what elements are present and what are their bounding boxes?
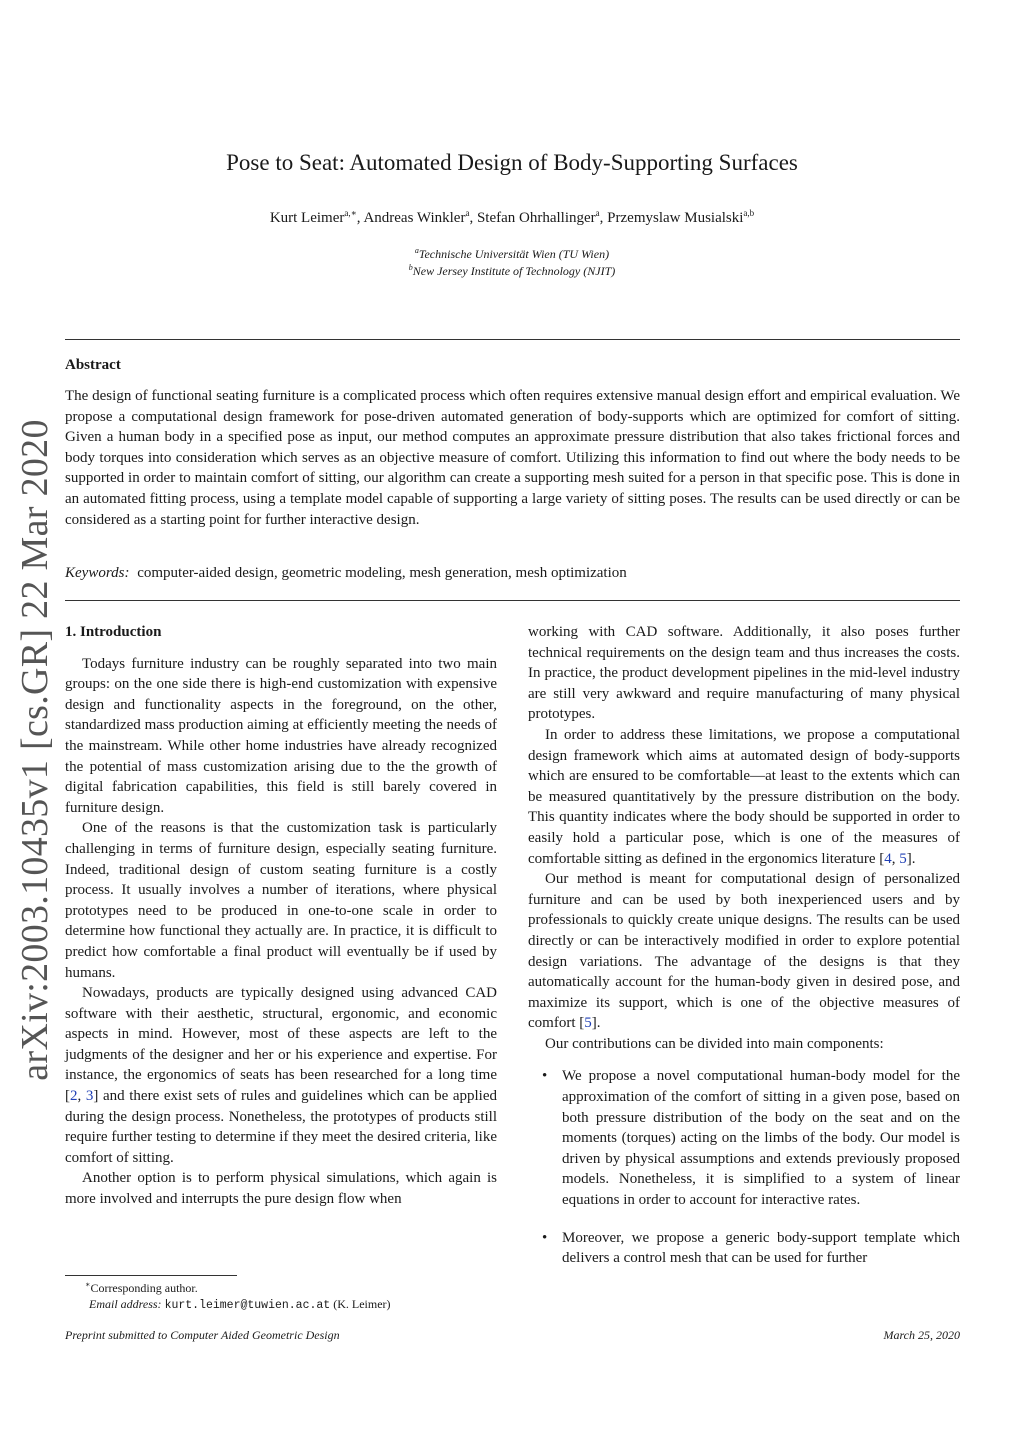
footnote-email	[65, 1297, 391, 1312]
paragraph-text: Our method is meant for computational design of personalized furniture and can be used by both inexperienced users and by professionals to quickly create unique designs. The results can be used directly or can be interactively modified in order to explore potential design variations. The advantage of the designs is that they automatically account for the human-body given in desired pose, and maximize its support, which is one of the objective measures of comfort [	[528, 871, 960, 1032]
email-link[interactable]: kurt.leimer@tuwien.ac.at	[164, 1299, 331, 1312]
keywords-label: Keywords:	[65, 565, 130, 581]
affiliation	[0, 246, 1024, 262]
citation-link[interactable]: 5	[899, 850, 907, 867]
paragraph-text: Nowadays, products are typically designed using advanced CAD software with their aesthetic, structural, ergonomic, and economic aspects in mind. However, most of these aspects are left to the judgments of the designer and her or his experience and expertise. For instance, the ergonomics of seats has been researched for a long time [	[65, 985, 497, 1105]
author-list: Kurt Leimer$^{a,∗}$, Andreas Winkler$^a$, Stefan Ohrhallinger$^a$, Przemyslaw Musialski$^{a,b}$	[269, 208, 755, 226]
author-name: Stefan Ohrhallinger	[476, 210, 596, 226]
keywords	[65, 565, 627, 582]
footnote-mark: ∗	[85, 1280, 91, 1289]
list-item: • Moreover, we propose a generic body-support template which delivers a control mesh that can be used for further	[528, 1228, 960, 1269]
abstract-text: The design of functional seating furniture is a complicated process which often requires extensive manual design effort and empirical evaluation. We propose a computational design framework for pose-driven automated generation of body-supports which are optimized for comfort of sitting. Given a human body in a specified pose as input, our method computes an approximate pressure distribution that also takes frictional forces and body torques into consideration which serves as an objective measure of comfort. Utilizing this information to find out where the body needs to be supported in order to maintain comfort of sitting, our algorithm can create a supporting mesh suited for a person in that specific pose. This is done in an automated fitting process, using a template model capable of supporting a large variety of sitting poses. The results can be used directly or can be considered as a starting point for further interactive design.	[65, 388, 960, 528]
arxiv-identifier-text: arXiv:2003.10435v1 [cs.GR] 22 Mar 2020	[14, 419, 56, 1081]
paper-title: Pose to Seat: Automated Design of Body-Supporting Surfaces	[226, 150, 798, 175]
citation-link[interactable]: 5	[584, 1015, 592, 1032]
affiliation-text: Technische Universität Wien (TU Wien)	[418, 247, 610, 261]
paragraph	[528, 869, 960, 1034]
citation-link[interactable]: 2	[70, 1088, 78, 1105]
left-column	[65, 622, 497, 1210]
arxiv-side-identifier	[6, 419, 64, 1081]
paragraph: Our contributions can be divided into main components:	[545, 1035, 884, 1052]
author-affiliation-mark: a,b	[743, 208, 755, 218]
paragraph	[65, 983, 497, 1168]
author-name: Kurt Leimer	[269, 210, 345, 226]
paragraph: Todays furniture industry can be roughly separated into two main groups: on the one side there is high-end customization with expensive design and functionality aspects in the foreground, on the other, standardized mass production aiming at efficiently meeting the needs of the mainstream. While other home industries have already recognized the potential of mass customization arising due to the the growth of digital fabrication capabilities, this field is still barely covered in furniture design.	[65, 655, 497, 816]
paragraph-text: ].	[591, 1015, 601, 1032]
list-item: • We propose a novel computational human-body model for the approximation of the comfort of sitting in a given pose, based on both pressure distribution of the body on the seat and on the moments (torques) acting on the limbs of the body. Our model is driven by physical assumptions and extends previously proposed models. Nonetheless, it is simplified to a system of linear equations in order to account for interactive rates.	[528, 1066, 960, 1210]
affiliation	[0, 263, 1024, 279]
paragraph: Another option is to perform physical simulations, which again is more involved and interrupts the pure design flow when	[65, 1170, 497, 1208]
paragraph: One of the reasons is that the customization task is particularly challenging in terms of furniture design, especially seating furniture. Indeed, traditional design of custom seating furniture is a costly process. It usually involves a number of iterations, where physical prototypes need to be produced in one-to-one scale in order to determine how functional they actually are. In practice, it is difficult to predict how comfortable a final product will eventually be if used by humans.	[65, 820, 497, 981]
affiliation-mark: a	[414, 246, 419, 255]
abstract-heading: Abstract	[65, 357, 121, 373]
author-name: Przemyslaw Musialski	[607, 210, 744, 226]
section-heading-introduction: 1. Introduction	[65, 624, 162, 640]
citation-link[interactable]: 3	[85, 1088, 94, 1105]
paragraph	[528, 725, 960, 869]
email-owner: (K. Leimer)	[333, 1297, 391, 1311]
author-affiliation-mark: a	[595, 208, 600, 218]
right-column	[528, 622, 960, 1286]
abstract-top-rule	[65, 339, 960, 340]
paragraph-text: ].	[906, 850, 916, 867]
footer-date: March 25, 2020	[883, 1328, 960, 1342]
citation-separator: ,	[891, 850, 900, 867]
author-affiliation-mark: a,∗	[344, 208, 357, 218]
keywords-text: computer-aided design, geometric modeling, mesh generation, mesh optimization	[137, 565, 627, 581]
affiliation-text: New Jersey Institute of Technology (NJIT)	[412, 264, 616, 278]
affiliation-mark: b	[408, 263, 413, 272]
paragraph-text: ] and there exist sets of rules and guidelines which can be applied during the design process. Nonetheless, the prototypes of products still require further testing to determine if they meet the desired criteria, like comfort of sitting.	[65, 1088, 497, 1166]
paragraph-text: In order to address these limitations, we propose a computational design framework which aims at automated design of body-supports which are ensured to be comfortable—at least to the extents which can be measured quantitatively by the pressure distribution on the body. This quantity indicates where the body should be supported in order to easily hold a particular pose, which is one of the measures of comfortable sitting as defined in the ergonomics literature [	[528, 726, 960, 867]
author-affiliation-mark: a	[465, 208, 470, 218]
abstract-bottom-rule	[65, 600, 960, 601]
footer-venue: Preprint submitted to Computer Aided Geometric Design	[65, 1328, 340, 1342]
citation-separator: ,	[77, 1088, 86, 1105]
footnote-rule	[65, 1275, 237, 1276]
footnote-corresponding	[65, 1280, 198, 1296]
email-label: Email address:	[89, 1297, 162, 1311]
citation-link[interactable]: 4	[884, 850, 892, 867]
paragraph: working with CAD software. Additionally, it also poses further technical requirements on the design team and thus increases the costs. In practice, the product development pipelines in the mid-level industry are still very awkward and require manufacturing of many physical prototypes.	[528, 624, 960, 723]
contributions-list	[528, 1066, 960, 1268]
author-name: Andreas Winkler	[363, 210, 466, 226]
footnote-text: Corresponding author.	[90, 1281, 198, 1295]
